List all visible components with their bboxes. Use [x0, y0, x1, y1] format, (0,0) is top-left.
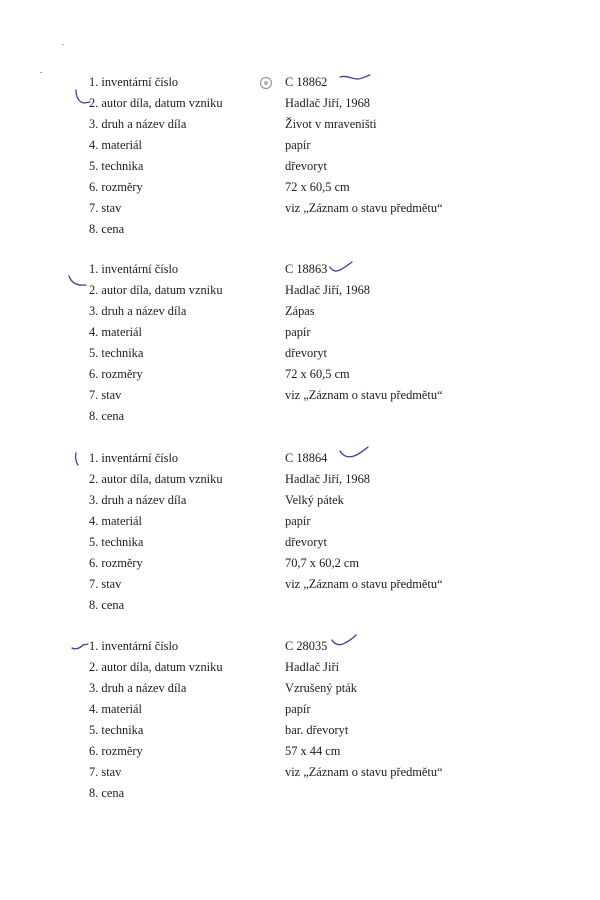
field-author-date — [0, 657, 600, 677]
field-value: viz „Záznam o stavu předmětu“ — [285, 388, 443, 402]
field-label: 2. autor díla, datum vzniku — [89, 472, 223, 486]
field-label: 7. stav — [89, 577, 122, 591]
field-dimensions — [0, 741, 600, 761]
field-condition — [0, 385, 600, 405]
field-value: dřevoryt — [285, 346, 327, 360]
field-technique — [0, 532, 600, 552]
field-value: 57 x 44 cm — [285, 744, 341, 758]
field-value: dřevoryt — [285, 159, 327, 173]
field-type-title — [0, 490, 600, 510]
field-author-date — [0, 280, 600, 300]
field-author-date — [0, 93, 600, 113]
field-technique — [0, 343, 600, 363]
field-dimensions — [0, 553, 600, 573]
field-condition — [0, 574, 600, 594]
field-label: 1. inventární číslo — [89, 75, 179, 89]
field-type-title — [0, 301, 600, 321]
field-label: 7. stav — [89, 388, 122, 402]
field-value: Hadlač Jiří — [285, 660, 340, 674]
inventory-record-4 — [0, 636, 600, 806]
scan-speck — [62, 44, 64, 45]
field-label: 2. autor díla, datum vzniku — [89, 96, 223, 110]
field-label: 6. rozměry — [89, 367, 143, 381]
field-type-title — [0, 678, 600, 698]
field-label: 7. stav — [89, 201, 122, 215]
field-value: 72 x 60,5 cm — [285, 367, 350, 381]
field-label: 5. technika — [89, 346, 144, 360]
inventory-record-2 — [0, 259, 600, 429]
field-value: Zápas — [285, 304, 315, 318]
field-material — [0, 322, 600, 342]
field-condition — [0, 198, 600, 218]
field-label: 1. inventární číslo — [89, 639, 179, 653]
field-label: 8. cena — [89, 786, 125, 800]
field-value: Hadlač Jiří, 1968 — [285, 283, 370, 297]
field-label: 4. materiál — [89, 514, 142, 528]
field-label: 8. cena — [89, 598, 125, 612]
field-author-date — [0, 469, 600, 489]
field-value: viz „Záznam o stavu předmětu“ — [285, 577, 443, 591]
field-inventory-number — [0, 636, 600, 656]
field-value: papír — [285, 514, 311, 528]
field-value: 72 x 60,5 cm — [285, 180, 350, 194]
field-value: Život v mraveništi — [285, 117, 377, 131]
field-value: papír — [285, 702, 311, 716]
field-value: C 18863 — [285, 262, 328, 276]
field-material — [0, 699, 600, 719]
field-label: 6. rozměry — [89, 180, 143, 194]
field-label: 5. technika — [89, 159, 144, 173]
field-value: C 28035 — [285, 639, 328, 653]
field-value: viz „Záznam o stavu předmětu“ — [285, 765, 443, 779]
field-condition — [0, 762, 600, 782]
field-label: 1. inventární číslo — [89, 451, 179, 465]
field-material — [0, 511, 600, 531]
field-label: 3. druh a název díla — [89, 681, 187, 695]
field-label: 6. rozměry — [89, 744, 143, 758]
field-value: C 18864 — [285, 451, 328, 465]
field-label: 5. technika — [89, 723, 144, 737]
field-inventory-number — [0, 72, 600, 92]
field-label: 8. cena — [89, 222, 125, 236]
field-label: 3. druh a název díla — [89, 493, 187, 507]
field-technique — [0, 720, 600, 740]
field-inventory-number — [0, 259, 600, 279]
field-label: 3. druh a název díla — [89, 117, 187, 131]
inventory-record-1 — [0, 72, 600, 242]
field-label: 2. autor díla, datum vzniku — [89, 283, 223, 297]
field-value: viz „Záznam o stavu předmětu“ — [285, 201, 443, 215]
field-label: 5. technika — [89, 535, 144, 549]
field-price — [0, 406, 600, 426]
field-label: 2. autor díla, datum vzniku — [89, 660, 223, 674]
field-label: 7. stav — [89, 765, 122, 779]
field-material — [0, 135, 600, 155]
field-dimensions — [0, 364, 600, 384]
field-value: bar. dřevoryt — [285, 723, 349, 737]
field-value: Vzrušený pták — [285, 681, 357, 695]
field-value: papír — [285, 138, 311, 152]
field-price — [0, 595, 600, 615]
field-value: papír — [285, 325, 311, 339]
field-value: Hadlač Jiří, 1968 — [285, 472, 370, 486]
field-value: Hadlač Jiří, 1968 — [285, 96, 370, 110]
field-inventory-number — [0, 448, 600, 468]
field-label: 1. inventární číslo — [89, 262, 179, 276]
field-value: dřevoryt — [285, 535, 327, 549]
field-label: 6. rozměry — [89, 556, 143, 570]
field-label: 4. materiál — [89, 138, 142, 152]
field-value: Velký pátek — [285, 493, 344, 507]
inventory-record-3 — [0, 448, 600, 618]
field-value: C 18862 — [285, 75, 328, 89]
field-type-title — [0, 114, 600, 134]
field-label: 4. materiál — [89, 702, 142, 716]
field-dimensions — [0, 177, 600, 197]
field-label: 4. materiál — [89, 325, 142, 339]
field-technique — [0, 156, 600, 176]
field-label: 3. druh a název díla — [89, 304, 187, 318]
field-price — [0, 783, 600, 803]
field-value: 70,7 x 60,2 cm — [285, 556, 359, 570]
field-price — [0, 219, 600, 239]
field-label: 8. cena — [89, 409, 125, 423]
